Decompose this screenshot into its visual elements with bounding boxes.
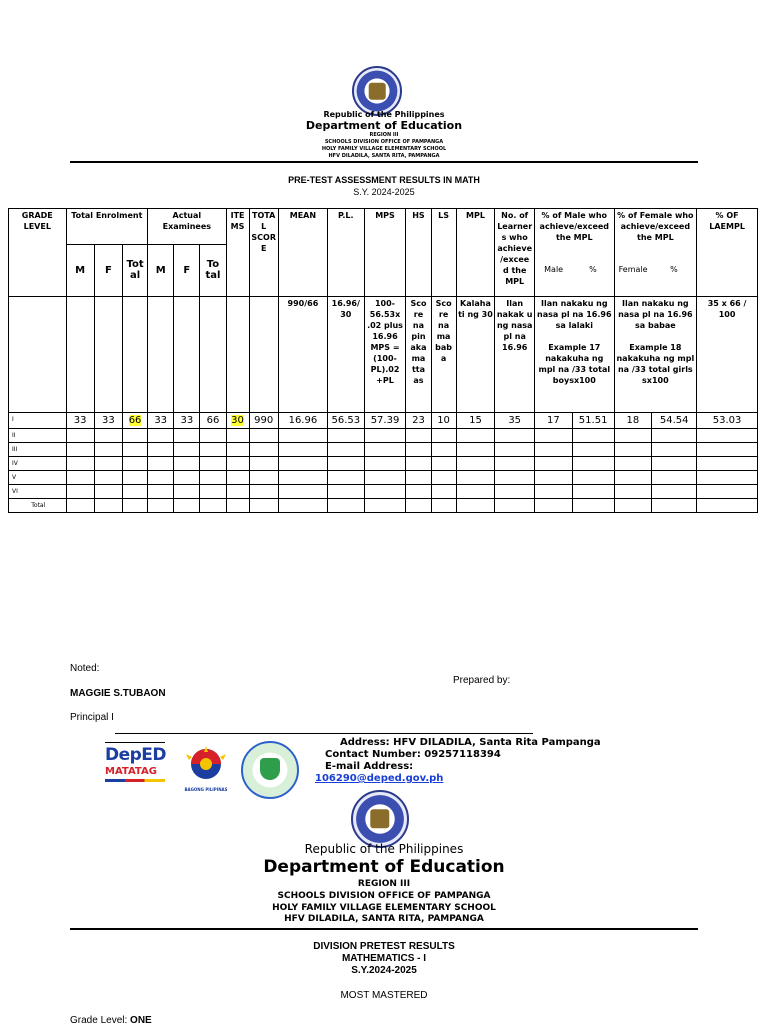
- table-row: [9, 470, 758, 484]
- header2-department: Department of Education: [263, 857, 505, 877]
- note-no-learners: Ilan nakak u ng nasa pl na 16.96: [495, 296, 535, 412]
- header-republic: Republic of the Philippines: [323, 110, 445, 119]
- cell-mpl: 15: [456, 412, 495, 428]
- th-mps: MPS: [364, 209, 406, 297]
- cell-male: 17: [535, 412, 573, 428]
- cell-learners: 35: [495, 412, 535, 428]
- cell-mps: 57.39: [364, 412, 406, 428]
- note-blank: [249, 296, 278, 412]
- deped-wordmark: DepED: [105, 745, 167, 765]
- cell-total: 66: [128, 414, 142, 426]
- header2-school: HOLY FAMILY VILLAGE ELEMENTARY SCHOOL: [272, 903, 496, 913]
- section2-title: DIVISION PRETEST RESULTS: [313, 941, 455, 952]
- th-pct-male: % of Male who achieve/exceed the MPL: [535, 209, 614, 245]
- cell-f: 33: [94, 412, 122, 428]
- footer-line-left: [105, 742, 165, 743]
- footer-contact: Contact Number: 09257118394: [325, 749, 501, 760]
- row-label: IV: [9, 456, 67, 470]
- header2-division: SCHOOLS DIVISION OFFICE OF PAMPANGA: [277, 891, 491, 901]
- footer-email-label: E-mail Address:: [325, 761, 414, 772]
- cell-total-score: 990: [249, 412, 278, 428]
- cell-laempl: 53.03: [697, 412, 758, 428]
- header-department: Department of Education: [305, 119, 463, 132]
- note-pct-female: Ilan nakaku ng nasa pl na 16.96 sa babae Example 18 nakakuha ng mpl na /33 total girls sx100: [614, 296, 697, 412]
- th-male-pct: %: [572, 244, 614, 296]
- cell-female-pct: 54.54: [652, 412, 697, 428]
- row-label: II: [9, 428, 67, 442]
- header-school: HOLY FAMILY VILLAGE ELEMENTARY SCHOOL: [321, 146, 447, 152]
- th-mean: MEAN: [278, 209, 327, 297]
- prepared-label: Prepared by:: [453, 675, 511, 686]
- note-blank: [123, 296, 148, 412]
- table-row: [9, 498, 758, 512]
- deped-matatag-logo: [105, 745, 169, 791]
- header-address: HFV DILADILA, SANTA RITA, PAMPANGA: [328, 153, 440, 159]
- table-row: [9, 428, 758, 442]
- row-label: I: [9, 412, 67, 428]
- th-pct-female: % of Female who achieve/exceed the MPL: [614, 209, 697, 245]
- table-row: [9, 484, 758, 498]
- results-table: [8, 208, 758, 513]
- note-pct-laempl: 35 x 66 / 100: [697, 296, 758, 412]
- note-pct-male: Ilan nakaku ng nasa pl na 16.96 sa lalaki Example 17 nakakuha ng mpl na /33 total boysx100: [535, 296, 614, 412]
- row-label: III: [9, 442, 67, 456]
- section2-sy: S.Y.2024-2025: [351, 965, 417, 976]
- th-ls: LS: [431, 209, 456, 297]
- cell-af: 33: [174, 412, 200, 428]
- principal-name: MAGGIE S.TUBAON: [70, 688, 166, 699]
- bagong-pilipinas-icon: [178, 744, 234, 782]
- noted-label: Noted:: [70, 663, 100, 674]
- school-logo: [241, 741, 299, 799]
- header2-divider: [70, 928, 698, 930]
- th-enrol-f: F: [94, 244, 122, 296]
- report-title: PRE-TEST ASSESSMENT RESULTS IN MATH: [288, 175, 480, 185]
- th-pl: P.L.: [327, 209, 364, 297]
- th-exam-f: F: [174, 244, 200, 296]
- footer-line-main: [115, 733, 533, 734]
- bagong-pilipinas-label: BAGONG PILIPINAS: [184, 787, 228, 792]
- note-mps: 100- 56.53x .02 plus 16.96 MPS =(100- PL).02 +PL: [364, 296, 406, 412]
- th-items: ITE MS: [226, 209, 249, 297]
- th-female-pct: %: [652, 244, 697, 296]
- deped-seal: [352, 66, 402, 116]
- header2-address: HFV DILADILA, SANTA RITA, PAMPANGA: [284, 914, 484, 924]
- cell-female: 18: [614, 412, 652, 428]
- section2-subject: MATHEMATICS - I: [341, 953, 427, 964]
- table-row: [9, 412, 758, 428]
- th-grade-level: GRADE LEVEL: [9, 209, 67, 297]
- header-divider: [70, 161, 698, 163]
- note-blank: [94, 296, 122, 412]
- deped-seal: [351, 790, 409, 848]
- th-actual-examinees: Actual Examinees: [148, 209, 226, 245]
- note-blank: [174, 296, 200, 412]
- note-mean: 990/66: [278, 296, 327, 412]
- th-no-learners: No. of Learner s who achieve /excee d the MPL: [495, 209, 535, 297]
- note-pl: 16.96/ 30: [327, 296, 364, 412]
- header2-region: REGION III: [357, 879, 411, 889]
- note-hs: Sco re na pin aka ma tta as: [406, 296, 431, 412]
- report-school-year: S.Y. 2024-2025: [353, 187, 415, 197]
- note-blank: [9, 296, 67, 412]
- note-blank: [66, 296, 94, 412]
- note-mpl: Kalaha ti ng 30: [456, 296, 495, 412]
- cell-pl: 56.53: [327, 412, 364, 428]
- header2-republic: Republic of the Philippines: [304, 842, 464, 856]
- grade-level-line: [70, 1015, 152, 1026]
- grade-level-value: ONE: [130, 1015, 152, 1026]
- th-exam-total: To tal: [200, 244, 226, 296]
- note-blank: [226, 296, 249, 412]
- row-label: Total: [9, 498, 67, 512]
- cell-atotal: 66: [200, 412, 226, 428]
- note-blank: [148, 296, 174, 412]
- th-female: Female: [614, 244, 652, 296]
- row-label: V: [9, 470, 67, 484]
- th-hs: HS: [406, 209, 431, 297]
- cell-ls: 10: [431, 412, 456, 428]
- cell-am: 33: [148, 412, 174, 428]
- th-total-enrolment: Total Enrolment: [66, 209, 148, 245]
- row-label: VI: [9, 484, 67, 498]
- th-exam-m: M: [148, 244, 174, 296]
- grade-level-label: Grade Level:: [70, 1015, 128, 1026]
- cell-m: 33: [66, 412, 94, 428]
- cell-mean: 16.96: [278, 412, 327, 428]
- cell-items: 30: [231, 414, 244, 426]
- th-enrol-total: Tot al: [123, 244, 148, 296]
- th-male: Male: [535, 244, 573, 296]
- th-total-score: TOTA L SCOR E: [249, 209, 278, 297]
- footer-email-link[interactable]: 106290@deped.gov.ph: [315, 773, 444, 784]
- th-pct-laempl: % OF LAEMPL: [697, 209, 758, 297]
- header-region: REGION III: [369, 132, 399, 138]
- table-row: [9, 442, 758, 456]
- principal-title: Principal I: [70, 712, 114, 723]
- note-ls: Sco re na ma bab a: [431, 296, 456, 412]
- header-division: SCHOOLS DIVISION OFFICE OF PAMPANGA: [324, 139, 444, 145]
- th-mpl: MPL: [456, 209, 495, 297]
- footer-address: Address: HFV DILADILA, Santa Rita Pampanga: [340, 737, 601, 748]
- most-mastered-label: MOST MASTERED: [340, 990, 428, 1001]
- cell-hs: 23: [406, 412, 431, 428]
- matatag-wordmark: MATATAG: [105, 766, 157, 777]
- cell-male-pct: 51.51: [572, 412, 614, 428]
- table-row: [9, 456, 758, 470]
- bagong-pilipinas-logo: [178, 744, 234, 790]
- note-blank: [200, 296, 226, 412]
- th-enrol-m: M: [66, 244, 94, 296]
